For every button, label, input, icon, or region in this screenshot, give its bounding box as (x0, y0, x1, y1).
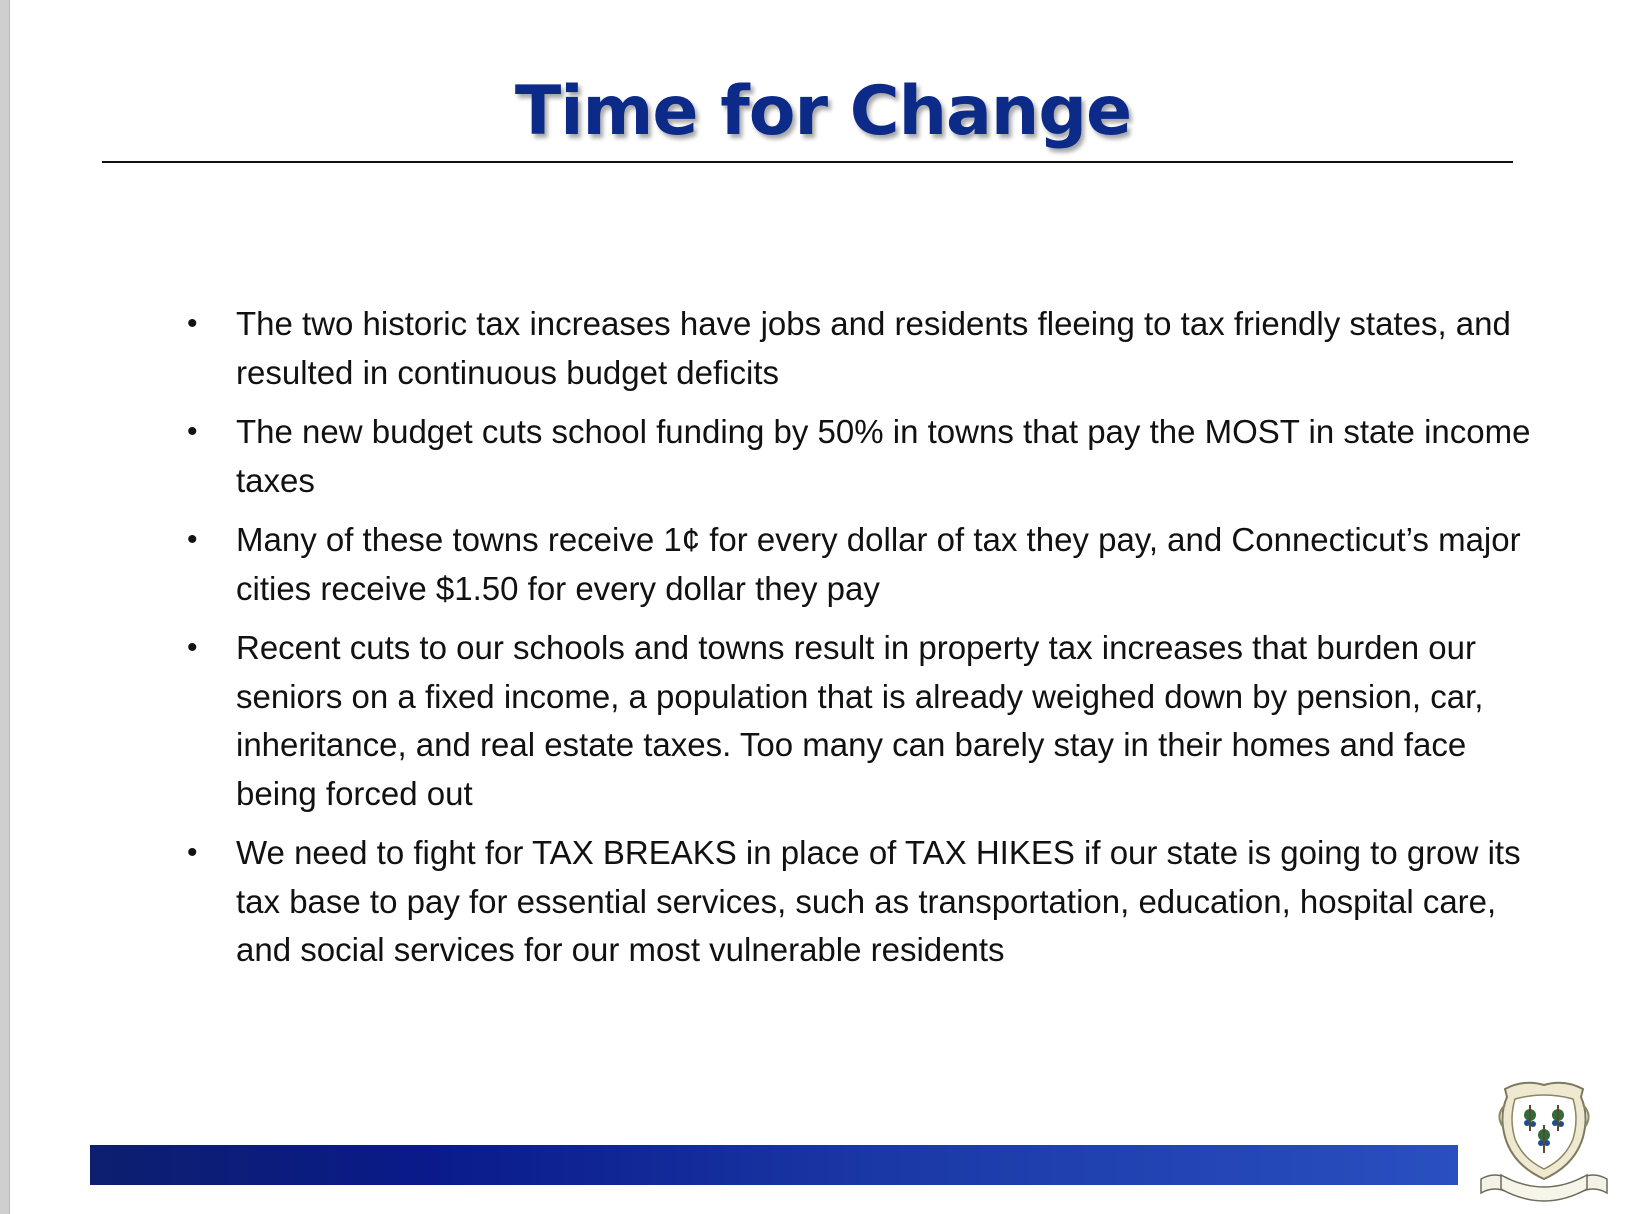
connecticut-state-seal-icon (1475, 1075, 1613, 1205)
bullet-marker: • (187, 631, 198, 664)
bullet-marker: • (187, 307, 198, 340)
footer-bar (90, 1145, 1458, 1185)
bullet-marker: • (187, 836, 198, 869)
bullet-item (187, 624, 1536, 818)
bullet-marker: • (187, 523, 198, 556)
bullet-item (187, 829, 1536, 975)
slide (10, 0, 1636, 1214)
bullet-marker: • (187, 415, 198, 448)
title-divider (102, 161, 1513, 163)
bullet-item (187, 516, 1536, 613)
bullet-text: We need to fight for TAX BREAKS in place of TAX HIKES if our state is going to grow its tax base to pay for essential services, such as transportation, education, hospital care, and social services for our most vulnerable residents (236, 834, 1521, 968)
bullet-list (187, 300, 1536, 986)
bullet-text: The new budget cuts school funding by 50% in towns that pay the MOST in state income taxes (236, 413, 1531, 499)
bullet-item (187, 408, 1536, 505)
bullet-text: Recent cuts to our schools and towns result in property tax increases that burden our seniors on a fixed income, a population that is already weighed down by pension, car, inheritance, and real estate taxes. Too many can barely stay in their homes and face being forced out (236, 629, 1484, 812)
bullet-text: Many of these towns receive 1¢ for every dollar of tax they pay, and Connecticut’s major cities receive $1.50 for every dollar they pay (236, 521, 1521, 607)
bullet-item (187, 300, 1536, 397)
slide-title: Time for Change (514, 72, 1132, 151)
bullet-text: The two historic tax increases have jobs and residents fleeing to tax friendly states, and resulted in continuous budget deficits (236, 305, 1511, 391)
